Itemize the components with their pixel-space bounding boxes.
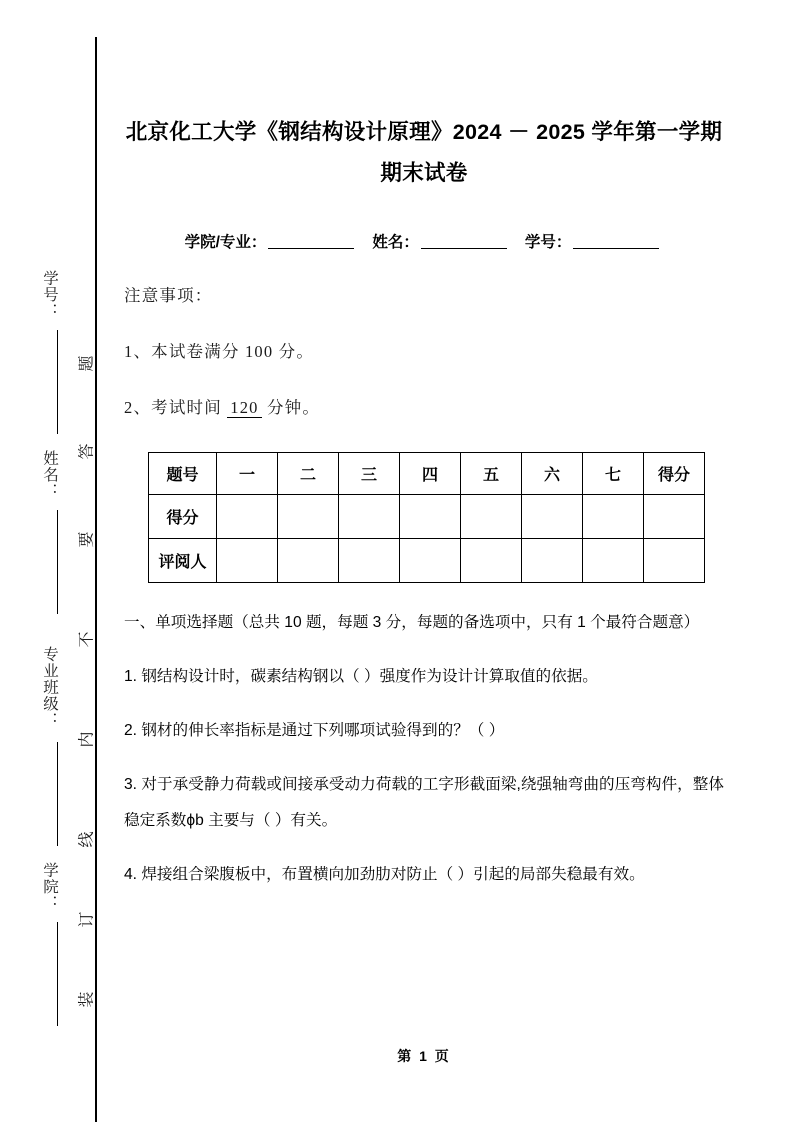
college-major-blank[interactable] bbox=[268, 248, 354, 249]
table-row-reviewer bbox=[149, 539, 705, 583]
seal-char-3: 不 bbox=[78, 631, 96, 648]
student-id-label: 学号： bbox=[524, 234, 572, 251]
notice-item-2 bbox=[124, 380, 724, 436]
seal-char-1: 答 bbox=[78, 443, 96, 460]
col-header-7: 七 bbox=[583, 453, 644, 495]
reviewer-cell-2[interactable] bbox=[278, 539, 339, 583]
col-header-1: 一 bbox=[217, 453, 278, 495]
score-cell-4[interactable] bbox=[400, 495, 461, 539]
reviewer-cell-6[interactable] bbox=[522, 539, 583, 583]
reviewer-cell-1[interactable] bbox=[217, 539, 278, 583]
col-header-6: 六 bbox=[522, 453, 583, 495]
col-header-total: 得分 bbox=[644, 453, 705, 495]
col-header-2: 二 bbox=[278, 453, 339, 495]
question-2: 2. 钢材的伸长率指标是通过下列哪项试验得到的？（ ） bbox=[124, 722, 505, 739]
col-header-4: 四 bbox=[400, 453, 461, 495]
margin-field-college: 学院： bbox=[41, 862, 58, 912]
table-row-header bbox=[149, 453, 705, 495]
student-info-line bbox=[124, 230, 724, 252]
margin-rule-college bbox=[57, 922, 58, 1026]
name-blank[interactable] bbox=[421, 248, 507, 249]
score-cell-2[interactable] bbox=[278, 495, 339, 539]
section-heading-multiple-choice: 一、单项选择题（总共 10 题，每题 3 分，每题的备选项中，只有 1 个最符合题意） bbox=[124, 614, 700, 631]
student-id-blank[interactable] bbox=[573, 248, 659, 249]
margin-field-student-id: 学号： bbox=[41, 270, 58, 320]
exam-duration-value: 120 bbox=[227, 398, 261, 418]
reviewer-cell-total[interactable] bbox=[644, 539, 705, 583]
seal-char-0: 题 bbox=[78, 355, 96, 372]
question-4: 4. 焊接组合梁腹板中，布置横向加劲肋对防止（ ）引起的局部失稳最有效。 bbox=[124, 866, 645, 883]
seal-char-7: 装 bbox=[78, 991, 96, 1008]
notice-item-2-suffix: 分钟。 bbox=[266, 398, 321, 417]
college-major-label: 学院/专业： bbox=[184, 234, 267, 251]
binding-margin bbox=[0, 0, 96, 1122]
reviewer-cell-5[interactable] bbox=[461, 539, 522, 583]
row-label-reviewer: 评阅人 bbox=[149, 539, 217, 583]
question-3: 3. 对于承受静力荷载或间接承受动力荷载的工字形截面梁,绕强轴弯曲的压弯构件，整体稳定系数ϕb 主要与（ ）有关。 bbox=[124, 776, 724, 829]
seal-char-5: 线 bbox=[78, 831, 96, 848]
notice-item-2-prefix: 2、考试时间 bbox=[124, 398, 222, 417]
score-cell-5[interactable] bbox=[461, 495, 522, 539]
col-header-5: 五 bbox=[461, 453, 522, 495]
row-label-score: 得分 bbox=[149, 495, 217, 539]
notice-item-1: 1、本试卷满分 100 分。 bbox=[124, 342, 315, 361]
reviewer-cell-3[interactable] bbox=[339, 539, 400, 583]
score-cell-3[interactable] bbox=[339, 495, 400, 539]
page-title: 北京化工大学《钢结构设计原理》2024 － 2025 学年第一学期期末试卷 bbox=[125, 120, 723, 185]
seal-char-6: 订 bbox=[78, 911, 96, 928]
score-cell-6[interactable] bbox=[522, 495, 583, 539]
score-cell-1[interactable] bbox=[217, 495, 278, 539]
seal-char-2: 要 bbox=[78, 531, 96, 548]
question-1: 1. 钢结构设计时，碳素结构钢以（ ）强度作为设计计算取值的依据。 bbox=[124, 668, 598, 685]
binding-vertical-rule bbox=[95, 37, 97, 1122]
reviewer-cell-7[interactable] bbox=[583, 539, 644, 583]
margin-rule-student-id bbox=[57, 330, 58, 434]
page-footer: 第 1 页 bbox=[397, 1048, 451, 1064]
table-row-score bbox=[149, 495, 705, 539]
page-body bbox=[124, 0, 724, 893]
margin-rule-name bbox=[57, 510, 58, 614]
col-header-3: 三 bbox=[339, 453, 400, 495]
score-cell-total[interactable] bbox=[644, 495, 705, 539]
margin-field-class: 专业班级： bbox=[41, 646, 58, 729]
reviewer-cell-4[interactable] bbox=[400, 539, 461, 583]
notice-heading: 注意事项： bbox=[124, 286, 213, 305]
score-table bbox=[148, 452, 705, 583]
row-label-question-no: 题号 bbox=[149, 453, 217, 495]
seal-char-4: 内 bbox=[78, 731, 96, 748]
margin-field-name: 姓名： bbox=[41, 450, 58, 500]
margin-rule-class bbox=[57, 742, 58, 846]
score-cell-7[interactable] bbox=[583, 495, 644, 539]
name-label: 姓名： bbox=[372, 234, 419, 251]
